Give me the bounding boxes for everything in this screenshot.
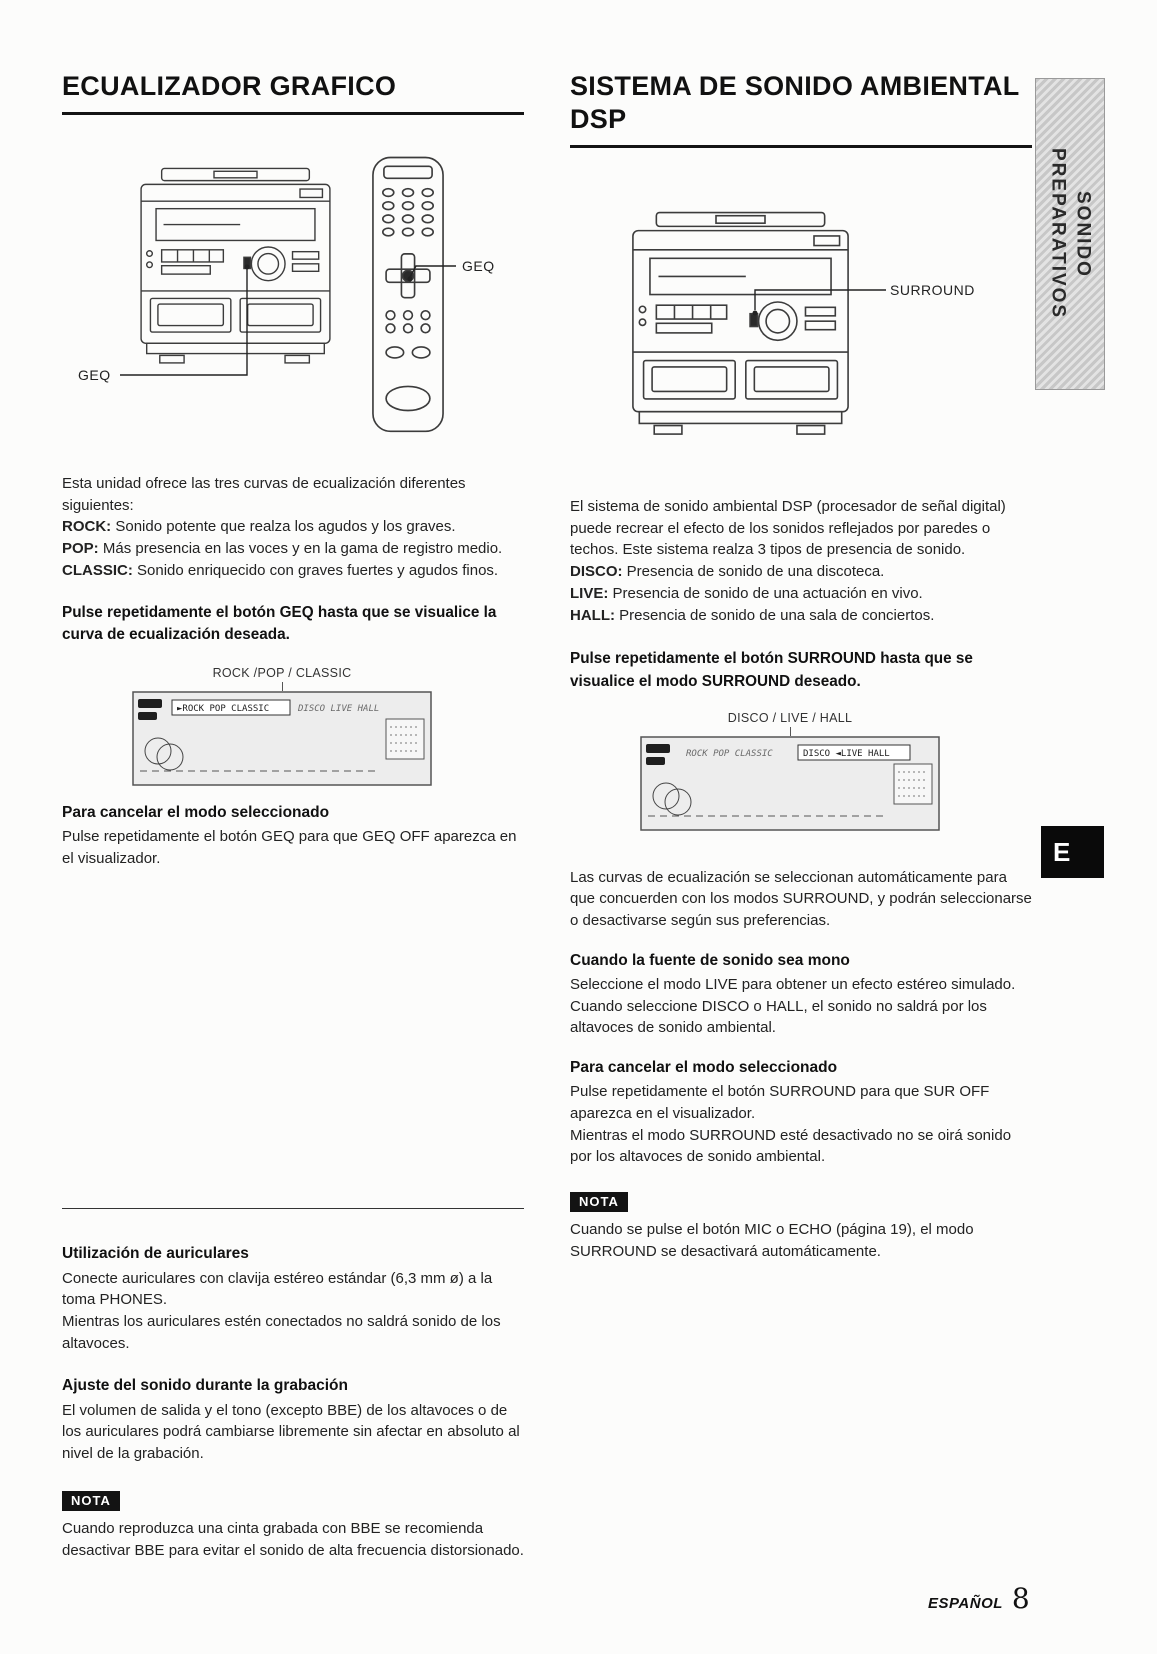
mode-pop-desc: Más presencia en las voces y en la gama de registro medio. [102, 540, 503, 558]
geq-display-panel-illustration [132, 691, 432, 786]
left-display-caption: ROCK /POP / CLASSIC [212, 666, 352, 681]
mode-hall-desc: Presencia de sonido de una sala de conciertos. [619, 606, 935, 624]
geq-label-remote: GEQ [462, 257, 495, 274]
headphones-heading: Utilización de auriculares [62, 1244, 249, 1262]
recording-heading: Ajuste del sonido durante la grabación [62, 1376, 348, 1394]
left-nota-row [62, 1491, 524, 1511]
caption-pointer-line [790, 727, 791, 736]
right-column [570, 70, 1032, 1263]
section-side-tab [1035, 78, 1105, 390]
mono-heading: Cuando la fuente de sonido sea mono [570, 951, 850, 969]
left-instruction: Pulse repetidamente el botón GEQ hasta que se visualice la curva de ecualización deseada. [62, 603, 497, 643]
footer-page-number: 8 [1011, 1582, 1030, 1615]
mode-rock-desc: Sonido potente que realza los agudos y los graves. [115, 518, 456, 536]
right-nota-row [570, 1192, 1032, 1212]
mode-live [570, 583, 1032, 605]
mode-live-desc: Presencia de sonido de una actuación en vivo. [612, 584, 923, 602]
right-nota-text: Cuando se pulse el botón MIC o ECHO (página 19), el modo SURROUND se desactivará automáticamente. [570, 1221, 974, 1260]
geq-label-unit: GEQ [78, 366, 111, 383]
mode-disco-name: DISCO: [570, 563, 623, 581]
display-boxed-modes: ►ROCK POP CLASSIC [177, 704, 270, 715]
right-cancel-heading: Para cancelar el modo seleccionado [570, 1059, 838, 1077]
side-tab-line1: PREPARATIVOS [1047, 148, 1069, 320]
right-display-caption-wrap [640, 711, 940, 736]
right-cancel-text-1: Pulse repetidamente el botón SURROUND para que SUR OFF aparezca en el visualizador. [570, 1083, 990, 1122]
language-tab-e [1041, 826, 1104, 878]
geq-figure [62, 153, 524, 455]
mono-text: Seleccione el modo LIVE para obtener un efecto estéreo simulado. Cuando seleccione DISCO o HALL, el sonido no saldrá por los altavoces de sonido ambiental. [570, 975, 1016, 1037]
nota-badge: NOTA [570, 1192, 628, 1212]
pointer-lines [570, 204, 1032, 456]
right-instruction: Pulse repetidamente el botón SURROUND hasta que se visualice el modo SURROUND deseado. [570, 650, 973, 690]
right-intro-text: El sistema de sonido ambiental DSP (procesador de señal digital) puede recrear el efecto de los sonidos reflejados por paredes o techos. Este sistema realza 3 tipos de presencia de sonido. [570, 497, 1006, 559]
side-tab-line2: SONIDO [1072, 190, 1094, 278]
surround-label: SURROUND [890, 281, 975, 298]
left-page-title: ECUALIZADOR GRAFICO [62, 70, 524, 115]
pointer-lines [62, 153, 524, 455]
headphones-text-1: Conecte auriculares con clavija estéreo estándar (6,3 mm ø) a la toma PHONES. [62, 1269, 493, 1309]
mode-pop-name: POP: [62, 540, 99, 558]
mode-live-name: LIVE: [570, 584, 609, 602]
language-tab-letter: E [1053, 836, 1071, 867]
display-other-modes: DISCO LIVE HALL [298, 704, 380, 715]
mode-disco-desc: Presencia de sonido de una discoteca. [626, 563, 885, 581]
left-cancel-text: Pulse repetidamente el botón GEQ para que GEQ OFF aparezca en el visualizador. [62, 828, 517, 867]
left-column [62, 70, 524, 1561]
mode-hall-name: HALL: [570, 606, 615, 624]
headphones-text-2: Mientras los auriculares estén conectados no saldrá sonido de los altavoces. [62, 1313, 501, 1352]
right-cancel-text-2: Mientras el modo SURROUND esté desactivado no se oirá sonido por los altavoces de sonido ambiental. [570, 1126, 1012, 1166]
right-title-line2: DSP [570, 103, 627, 134]
recording-text: El volumen de salida y el tono (excepto BBE) de los altavoces o de los auriculares podrá cambiarse libremente sin afectar en absoluto al nivel de la grabación. [62, 1401, 520, 1463]
right-page-title [570, 70, 1032, 148]
left-nota-text: Cuando reproduzca una cinta grabada con BBE se recomienda desactivar BBE para evitar el sonido de alta frecuencia distorsionado. [62, 1519, 524, 1559]
left-cancel-heading: Para cancelar el modo seleccionado [62, 804, 330, 822]
mode-disco [570, 561, 1032, 583]
left-intro-text: Esta unidad ofrece las tres curvas de ecualización diferentes siguientes: [62, 474, 466, 514]
mode-rock-name: ROCK: [62, 518, 112, 536]
right-display-caption: DISCO / LIVE / HALL [727, 710, 853, 725]
mode-classic [62, 560, 524, 582]
mode-hall [570, 605, 1032, 627]
mode-pop [62, 538, 524, 560]
auto-eq-text: Las curvas de ecualización se seleccionan automáticamente para que concuerden con los modos SURROUND, y podrán seleccionarse o desactivarse según sus preferencias. [570, 868, 1032, 930]
right-title-line1: SISTEMA DE SONIDO AMBIENTAL [570, 71, 1020, 101]
footer-language-label: ESPAÑOL [928, 1595, 1003, 1612]
section-divider [62, 1208, 524, 1209]
left-display-caption-wrap [132, 666, 432, 691]
nota-badge: NOTA [62, 1491, 120, 1511]
display-boxed-modes: DISCO ◄LIVE HALL [803, 748, 890, 759]
surround-figure [570, 204, 1032, 456]
caption-pointer-line [282, 682, 283, 691]
mode-classic-desc: Sonido enriquecido con graves fuertes y agudos finos. [137, 561, 499, 579]
surround-display-panel-illustration [640, 736, 940, 831]
mode-classic-name: CLASSIC: [62, 561, 133, 579]
mode-rock [62, 516, 524, 538]
display-other-modes: ROCK POP CLASSIC [686, 748, 773, 759]
page-footer [928, 1582, 1030, 1615]
